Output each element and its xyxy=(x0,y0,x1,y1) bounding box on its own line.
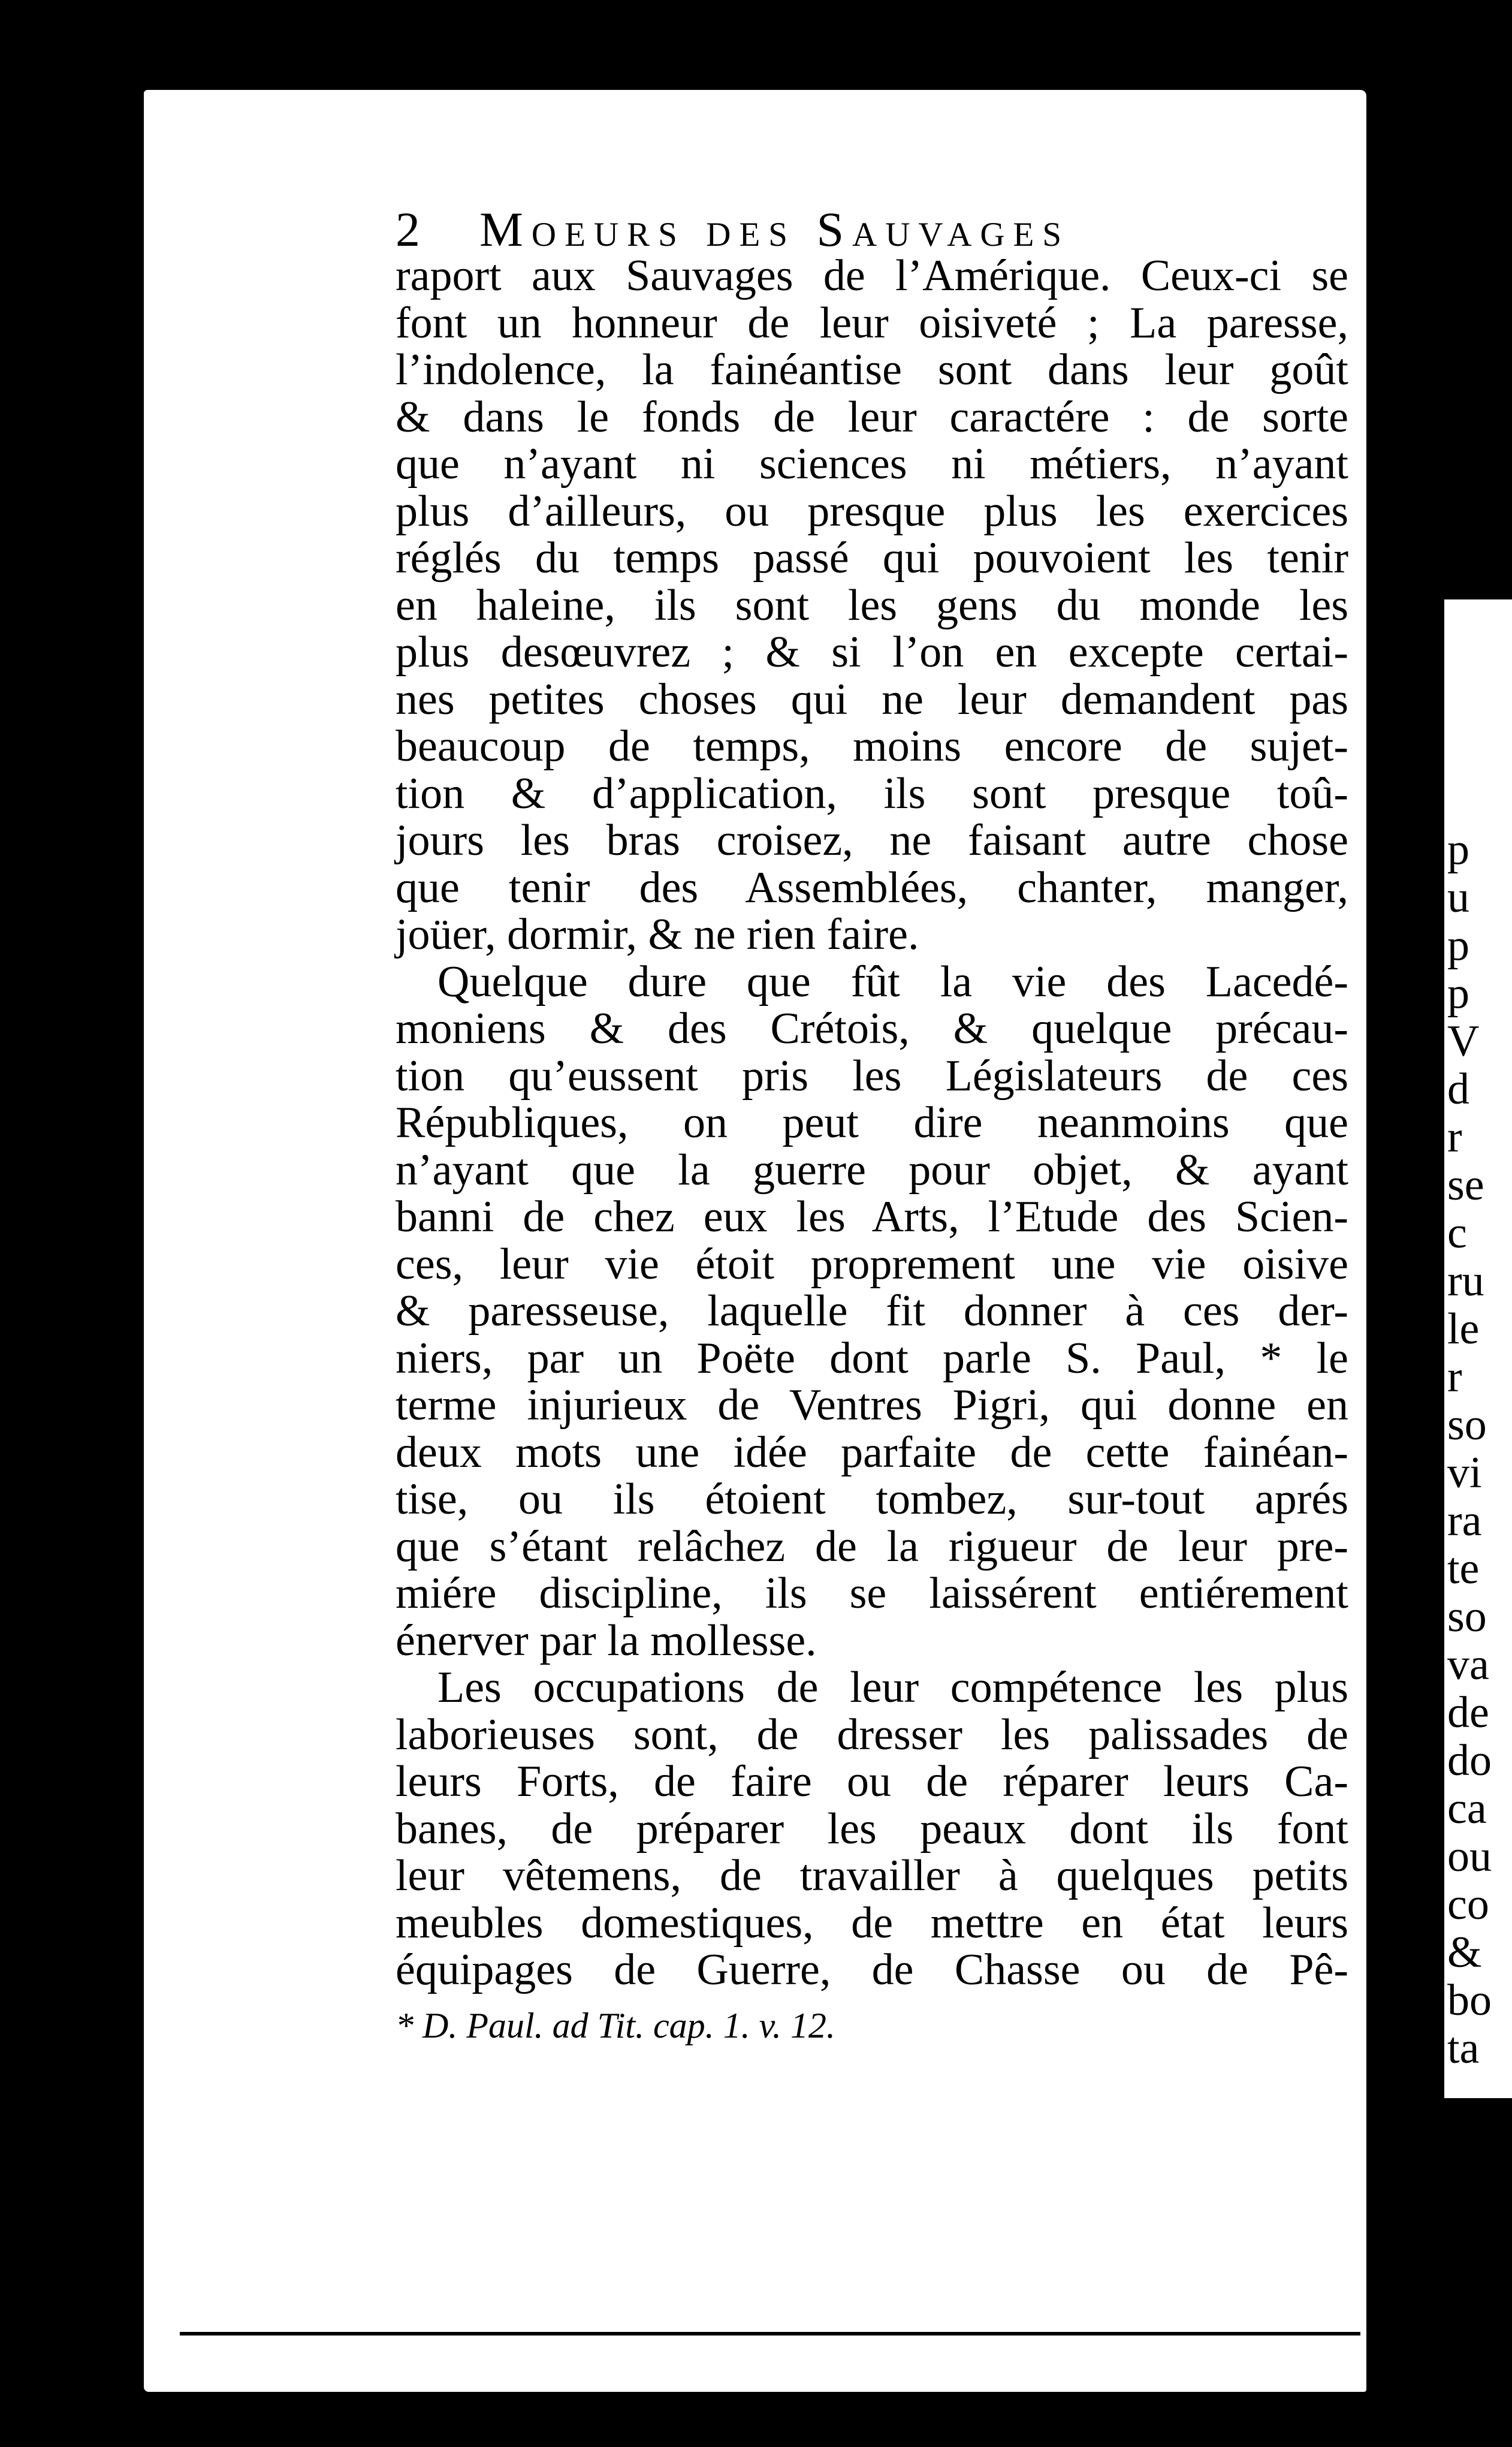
text-line: tion qu’eussent pris les Législateurs de ces xyxy=(396,1051,1348,1101)
text-line: en haleine, ils sont les gens du monde les xyxy=(396,580,1348,630)
text-line: Républiques, on peut dire neanmoins que xyxy=(396,1098,1348,1147)
text-line: équipages de Guerre, de Chasse ou de Pê- xyxy=(396,1945,1348,1994)
text-line: Les occupations de leur compétence les plus xyxy=(437,1663,1348,1712)
text-line: & dans le fonds de leur caractére : de sorte xyxy=(396,392,1348,442)
facing-text-fragment: r xyxy=(1447,1352,1462,1402)
facing-text-fragment: co xyxy=(1447,1880,1489,1929)
scan-streak xyxy=(193,108,195,2326)
text-line: beaucoup de temps, moins encore de sujet- xyxy=(396,722,1348,771)
facing-text-fragment: ta xyxy=(1447,2024,1480,2073)
text-line: & paresseuse, laquelle fit donner à ces der- xyxy=(396,1286,1348,1336)
page-bottom-edge xyxy=(180,2332,1360,2336)
scan-streak xyxy=(210,120,212,2308)
facing-text-fragment: p xyxy=(1447,969,1469,1018)
scan-streak xyxy=(1396,120,1400,2338)
facing-text-fragment: de xyxy=(1447,1688,1489,1737)
facing-text-fragment: ou xyxy=(1447,1832,1492,1881)
text-line: Quelque dure que fût la vie des Lacedé- xyxy=(437,957,1348,1006)
text-line: énerver par la mollesse. xyxy=(396,1616,817,1665)
text-line: réglés du temps passé qui pouvoient les tenir xyxy=(396,534,1348,583)
text-line: que s’étant relâchez de la rigueur de leur pre- xyxy=(396,1521,1348,1571)
facing-text-fragment: ru xyxy=(1447,1256,1484,1306)
facing-text-fragment: p xyxy=(1447,921,1469,970)
facing-text-fragment: bo xyxy=(1447,1976,1492,2025)
scan-streak xyxy=(173,102,176,2344)
text-line: deux mots une idée parfaite de cette fainéan- xyxy=(396,1427,1348,1477)
text-line: tise, ou ils étoient tombez, sur-tout aprés xyxy=(396,1475,1348,1524)
text-line: jours les bras croisez, ne faisant autre chose xyxy=(396,816,1348,865)
text-line: banni de chez eux les Arts, l’Etude des Scien- xyxy=(396,1192,1348,1241)
text-line: l’indolence, la fainéantise sont dans leur goût xyxy=(396,345,1348,394)
facing-text-fragment: d xyxy=(1447,1065,1469,1114)
text-line: que tenir des Assemblées, chanter, manger, xyxy=(396,863,1348,912)
text-line: terme injurieux de Ventres Pigri, qui donne en xyxy=(396,1381,1348,1430)
facing-text-fragment: le xyxy=(1447,1304,1480,1354)
facing-text-fragment: c xyxy=(1447,1209,1467,1258)
text-line: font un honneur de leur oisiveté ; La paresse, xyxy=(396,298,1348,348)
text-line: que n’ayant ni sciences ni métiers, n’ayant xyxy=(396,439,1348,489)
text-line: leurs Forts, de faire ou de réparer leurs Ca- xyxy=(396,1757,1348,1806)
facing-text-fragment: V xyxy=(1447,1017,1480,1066)
text-line: joüer, dormir, & ne rien faire. xyxy=(396,910,919,959)
facing-text-fragment: do xyxy=(1447,1736,1492,1785)
facing-text-fragment: va xyxy=(1447,1640,1489,1689)
page-number: 2 xyxy=(396,202,428,257)
text-line: nes petites choses qui ne leur demandent pas xyxy=(396,674,1348,724)
text-line: niers, par un Poëte dont parle S. Paul, * le xyxy=(396,1333,1348,1383)
facing-text-fragment: te xyxy=(1447,1544,1480,1593)
text-line: n’ayant que la guerre pour objet, & ayant xyxy=(396,1145,1348,1195)
facing-text-fragment: r xyxy=(1447,1113,1462,1162)
text-line: ces, leur vie étoit proprement une vie oisive xyxy=(396,1239,1348,1289)
text-line: meubles domestiques, de mettre en état leurs xyxy=(396,1898,1348,1948)
facing-text-fragment: p xyxy=(1447,825,1469,874)
scan-streak xyxy=(157,96,162,2350)
text-line: raport aux Sauvages de l’Amérique. Ceux-ci se xyxy=(396,251,1348,300)
footnote: * D. Paul. ad Tit. cap. 1. v. 12. xyxy=(396,2006,835,2045)
facing-text-fragment: so xyxy=(1447,1400,1487,1449)
text-line: banes, de préparer les peaux dont ils font xyxy=(396,1804,1348,1854)
facing-text-fragment: ra xyxy=(1447,1496,1482,1545)
text-line: tion & d’application, ils sont presque toû- xyxy=(396,769,1348,818)
facing-text-fragment: ca xyxy=(1447,1784,1487,1833)
text-line: miére discipline, ils se laissérent entiérement xyxy=(396,1569,1348,1618)
text-line: moniens & des Crétois, & quelque précau- xyxy=(396,1004,1348,1053)
text-line: leur vêtemens, de travailler à quelques petits xyxy=(396,1851,1348,1900)
text-line: laborieuses sont, de dresser les palissades de xyxy=(396,1710,1348,1759)
text-line: plus d’ailleurs, ou presque plus les exercices xyxy=(396,486,1348,536)
facing-text-fragment: se xyxy=(1447,1161,1484,1210)
text-line: plus desœuvrez ; & si l’on en excepte certai- xyxy=(396,628,1348,677)
facing-text-fragment: vi xyxy=(1447,1448,1482,1497)
facing-text-fragment: so xyxy=(1447,1592,1487,1641)
running-head-title: Moeurs des Sauvages xyxy=(479,202,1070,257)
facing-text-fragment: u xyxy=(1447,873,1469,922)
facing-text-fragment: & xyxy=(1447,1928,1482,1977)
